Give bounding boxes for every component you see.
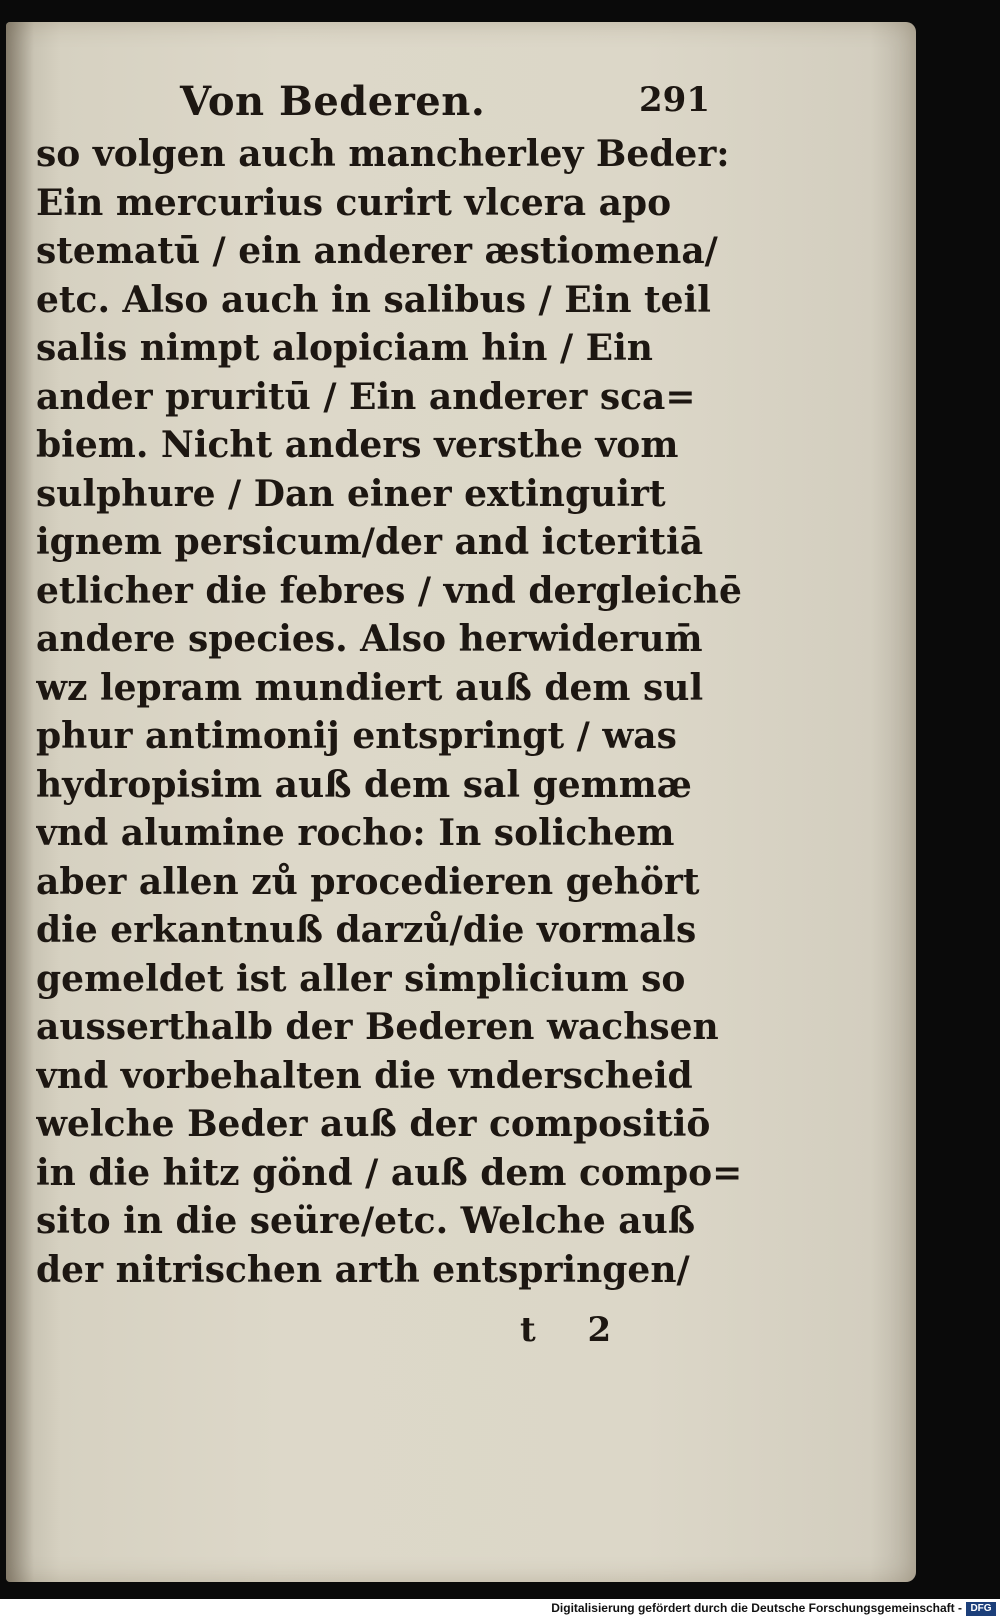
- text-line: vnd alumine rocho: In solichem: [36, 812, 675, 854]
- text-line: aber allen zů procedieren gehört: [36, 860, 700, 903]
- text-line: der nitrischen arth entspringen/: [36, 1248, 690, 1291]
- running-title: Von Bederen.: [180, 78, 486, 125]
- text-line: wz lepram mundiert auß dem sul: [36, 666, 704, 709]
- page-number: 291: [639, 80, 710, 120]
- text-line: Ein mercurius curirt vlcera apo: [36, 181, 672, 224]
- text-line: in die hitz gönd / auß dem compo=: [36, 1151, 743, 1194]
- text-line: ausserthalb der Bederen wachsen: [36, 1006, 719, 1048]
- text-line: vnd vorbehalten die vnderscheid: [36, 1054, 693, 1097]
- text-line: etlicher die febres / vnd dergleichē: [36, 569, 742, 612]
- text-line: sito in die seüre/etc. Welche auß: [36, 1200, 696, 1242]
- text-line: andere species. Also herwiderum̄: [36, 618, 703, 660]
- text-line: sulphure / Dan einer extinguirt: [36, 472, 666, 515]
- text-line: ander pruritū / Ein anderer sca=: [36, 375, 696, 418]
- text-line: welche Beder auß der compositiō: [36, 1103, 711, 1145]
- text-line: salis nimpt alopiciam hin / Ein: [36, 327, 653, 369]
- body-text: [36, 130, 756, 1294]
- text-line: so volgen auch mancherley Beder:: [36, 133, 730, 175]
- text-line: stematū / ein anderer æstiomena/: [36, 230, 718, 272]
- page-header: [170, 78, 710, 138]
- text-line: biem. Nicht anders versthe vom: [36, 424, 679, 466]
- text-line: gemeldet ist aller simplicium so: [36, 957, 686, 1000]
- text-line: hydropisim auß dem sal gemmæ: [36, 763, 692, 806]
- text-line: etc. Also auch in salibus / Ein teil: [36, 278, 711, 321]
- digitization-footer: [0, 1599, 1000, 1619]
- text-line: phur antimonij entspringt / was: [36, 715, 677, 757]
- text-line: die erkantnuß darzů/die vormals: [36, 909, 697, 951]
- page-gutter-shadow: [6, 22, 34, 1582]
- dfg-logo: DFG: [966, 1602, 996, 1616]
- signature-mark: t 2: [520, 1310, 632, 1350]
- funding-credit: Digitalisierung gefördert durch die Deutsche Forschungsgemeinschaft -: [551, 1601, 962, 1615]
- text-line: ignem persicum/der and icteritiā: [36, 521, 704, 563]
